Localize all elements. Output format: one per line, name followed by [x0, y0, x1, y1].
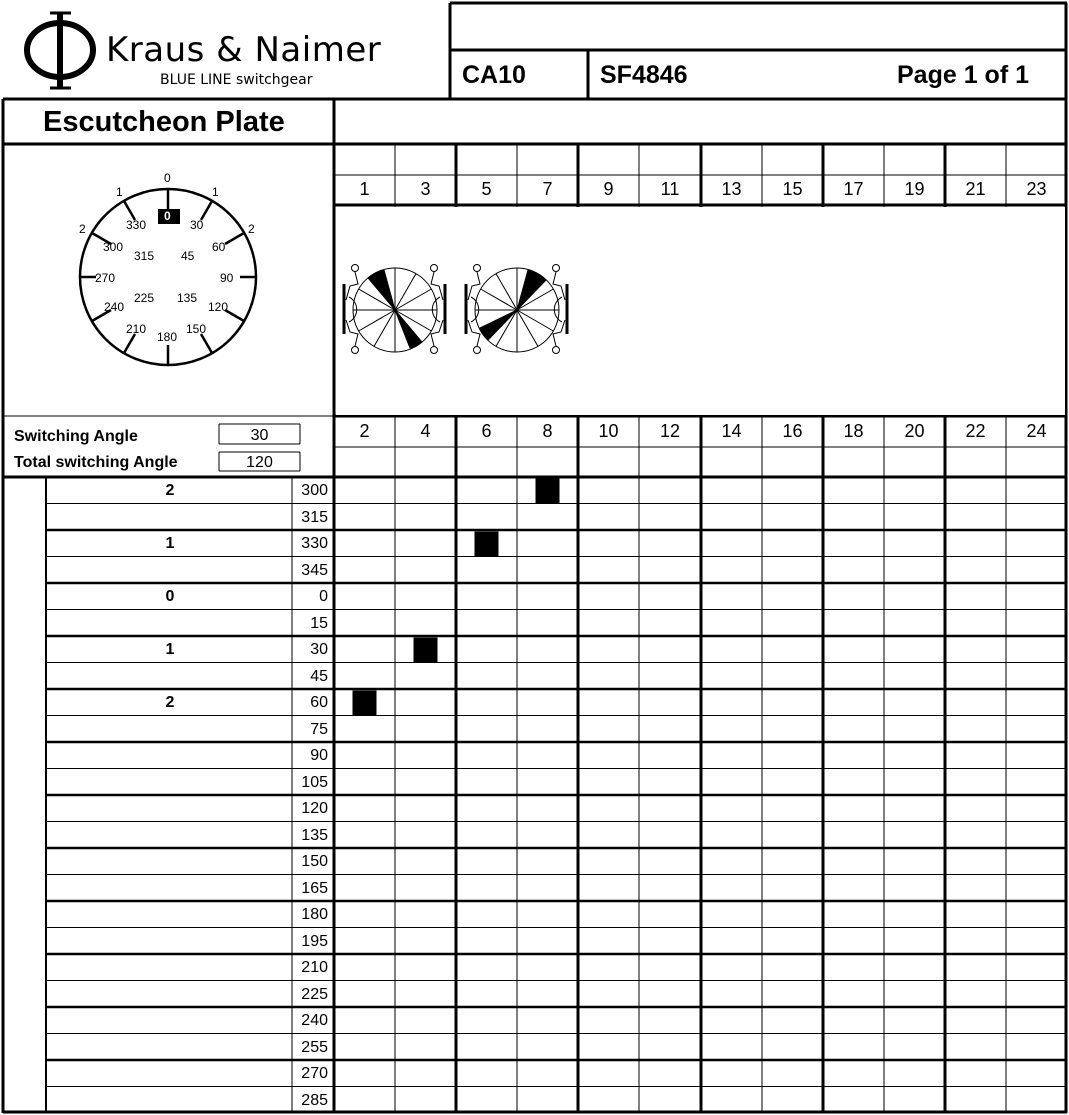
- contact-number-top: 19: [904, 179, 925, 199]
- angle-value: 135: [301, 826, 328, 844]
- contact-number-top: 9: [603, 179, 614, 199]
- angle-value: 150: [301, 853, 328, 870]
- contact-number-bottom: 20: [904, 421, 925, 441]
- angle-value: 225: [301, 985, 328, 1003]
- position-label: 1: [165, 535, 175, 552]
- contact-number-top: 13: [721, 179, 742, 199]
- dial-label: 2: [248, 222, 255, 236]
- drawing-number: SF4846: [600, 61, 688, 89]
- angle-value: 315: [301, 508, 328, 526]
- angle-value: 240: [301, 1012, 328, 1029]
- logo-icon: [27, 13, 93, 88]
- contact-number-top: 5: [481, 179, 492, 199]
- contact-number-bottom: 14: [721, 421, 742, 441]
- dial-label-current: 0: [164, 209, 171, 223]
- closed-contact-mark: [414, 638, 438, 663]
- contact-number-top: 21: [965, 179, 986, 199]
- angle-value: 180: [301, 906, 328, 923]
- contact-number-bottom: 8: [542, 421, 553, 441]
- position-label: 2: [165, 694, 175, 711]
- dial-label: 0: [164, 171, 171, 185]
- contact-number-bottom: 24: [1026, 421, 1047, 441]
- contact-number-top: 17: [843, 179, 864, 199]
- dial-label: 270: [95, 271, 116, 285]
- contact-number-bottom: 18: [843, 421, 864, 441]
- total-switching-angle-value: 120: [246, 454, 273, 471]
- contact-number-bottom: 4: [420, 421, 431, 441]
- dial-label: 225: [134, 291, 155, 305]
- angle-value: 105: [301, 773, 328, 791]
- dial-label: 60: [212, 240, 226, 254]
- closed-contact-mark: [353, 691, 377, 716]
- contact-number-bottom: 10: [598, 421, 619, 441]
- switching-angle-value: 30: [250, 427, 269, 444]
- position-label: 1: [165, 641, 175, 658]
- dial-label: 210: [126, 322, 147, 336]
- contact-number-bottom: 6: [481, 421, 492, 441]
- contact-number-bottom: 22: [965, 421, 986, 441]
- angle-value: 75: [310, 720, 328, 738]
- contact-number-bottom: 12: [659, 421, 681, 441]
- angle-value: 15: [310, 614, 328, 632]
- angle-value: 120: [301, 800, 328, 817]
- brand-name: Kraus & Naimer: [106, 30, 382, 70]
- dial-label: 1: [116, 185, 123, 199]
- series-code: CA10: [462, 61, 526, 89]
- angle-value: 285: [301, 1091, 328, 1109]
- switching-angle-label: Switching Angle: [14, 428, 138, 445]
- dial-label: 180: [157, 330, 178, 344]
- dial-label: 330: [126, 218, 147, 232]
- angle-value: 165: [301, 879, 328, 897]
- position-label: 2: [165, 482, 175, 499]
- angle-value: 0: [319, 588, 328, 605]
- dial-label: 90: [220, 271, 234, 285]
- dial-label: 2: [79, 222, 86, 236]
- angle-value: 255: [301, 1038, 328, 1056]
- angle-value: 210: [301, 959, 328, 976]
- dial-label: 45: [181, 249, 195, 263]
- angle-value: 330: [301, 535, 328, 552]
- dial-label: 240: [104, 300, 125, 314]
- total-switching-angle-label: Total switching Angle: [14, 454, 178, 471]
- dial-label: 30: [190, 218, 204, 232]
- angle-value: 60: [310, 694, 328, 711]
- contact-number-top: 15: [782, 179, 803, 199]
- brand-tagline: BLUE LINE switchgear: [160, 72, 313, 88]
- angle-value: 90: [310, 747, 328, 764]
- page-title: Escutcheon Plate: [43, 106, 285, 138]
- contact-number-top: 7: [542, 179, 553, 199]
- dial-label: 1: [212, 185, 219, 199]
- closed-contact-mark: [475, 532, 499, 557]
- dial-label: 135: [177, 291, 198, 305]
- dial-label: 300: [103, 240, 124, 254]
- angle-value: 45: [310, 667, 328, 685]
- angle-value: 300: [301, 482, 328, 499]
- dial-label: 150: [186, 322, 207, 336]
- contact-number-top: 3: [420, 179, 431, 199]
- angle-value: 345: [301, 561, 328, 579]
- contact-number-bottom: 2: [359, 421, 370, 441]
- contact-number-top: 11: [660, 179, 680, 199]
- contact-number-top: 1: [359, 179, 370, 199]
- angle-value: 270: [301, 1065, 328, 1082]
- dial-label: 315: [134, 249, 155, 263]
- position-label: 0: [165, 588, 175, 605]
- dial-label: 120: [208, 300, 229, 314]
- page-number: Page 1 of 1: [897, 61, 1029, 89]
- contact-number-bottom: 16: [782, 421, 803, 441]
- angle-value: 30: [310, 641, 328, 658]
- closed-contact-mark: [536, 479, 560, 504]
- angle-value: 195: [301, 932, 328, 950]
- contact-number-top: 23: [1026, 179, 1047, 199]
